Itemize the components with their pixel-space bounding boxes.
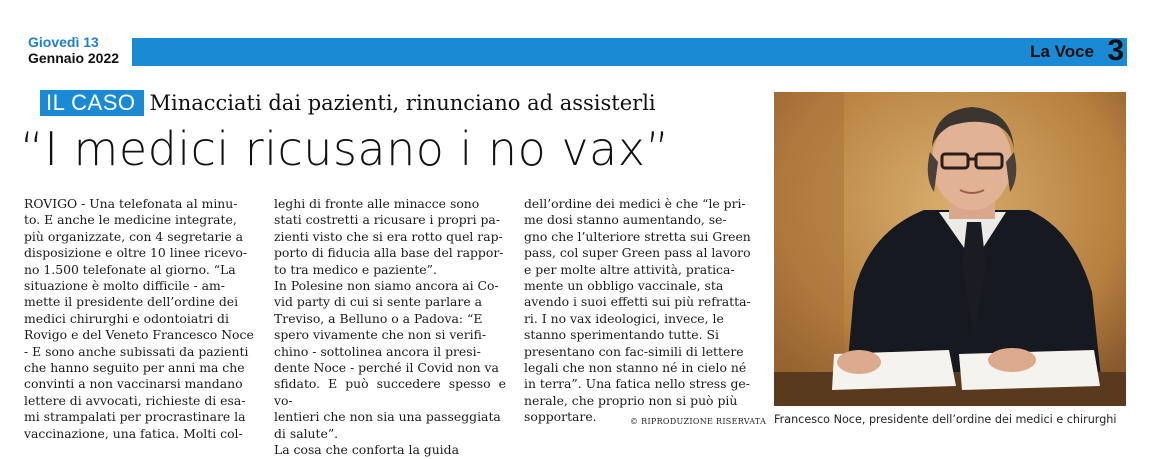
newspaper-name: La Voce (1030, 42, 1094, 61)
kicker (40, 90, 656, 116)
kicker-subtitle: Minacciati dai pazienti, rinunciano ad assisterli (149, 91, 656, 115)
paragraph: Treviso, a Belluno o a Padova: “E (274, 310, 483, 326)
paragraph: ROVIGO - Una telefonata al minu- (24, 196, 238, 211)
paragraph: spero vivamente che non si verifi- (274, 327, 487, 343)
paragraph: dell’ordine dei medici è che “le pri- (524, 196, 746, 211)
paragraph: in terra”. Una fatica nello stress ge- (524, 376, 750, 392)
paragraph: situazione è molto difficile - am- (24, 278, 225, 294)
paragraph: mente un obbligo vaccinale, sta (524, 278, 724, 294)
date-weekday: Giovedì 13 (28, 34, 99, 50)
paragraph: chino - sottolinea ancora il presi- (274, 343, 481, 359)
page-number: 3 (1107, 34, 1124, 67)
article-column-2 (274, 196, 506, 459)
headline: “I medici ricusano i no vax” (20, 122, 670, 176)
portrait-illustration (774, 92, 1126, 406)
paragraph: legali che non stanno né in cielo né (524, 360, 747, 376)
paragraph: zienti visto che si era rotto quel rap- (274, 228, 503, 244)
paragraph: più organizzate, con 4 segretarie a (24, 228, 244, 244)
paragraph: me dosi stanno aumentando, se- (524, 212, 727, 228)
paragraph: vid party di cui si sente parlare a (274, 294, 483, 310)
paragraph: disposizione e oltre 10 linee ricevo- (24, 245, 248, 261)
paragraph: In Polesine non siamo ancora ai Co- (274, 278, 499, 294)
paragraph: to. E anche le medicine integrate, (24, 212, 237, 228)
paragraph: lentieri che non sia una passeggiata (274, 409, 501, 425)
portrait-photo (774, 92, 1126, 406)
header-bar (132, 38, 1127, 66)
paragraph: avendo i suoi effetti sui più refratta- (524, 294, 751, 310)
paragraph: ri. I no vax ideologici, invece, le (524, 310, 724, 326)
paragraph: e per molte altre attività, pratica- (524, 261, 735, 277)
paragraph: leghi di fronte alle minacce sono (274, 196, 480, 211)
paragraph: gno che l’ulteriore stretta sui Green (524, 228, 751, 244)
paragraph: medici chirurghi e odontoiatri di (24, 310, 229, 326)
paragraph: sopportare. (524, 409, 597, 425)
paragraph: pass, col super Green pass al lavoro (524, 245, 751, 261)
paragraph: Rovigo e del Veneto Francesco Noce (24, 327, 254, 343)
paragraph: lettere di avvocati, richieste di esa- (24, 392, 246, 408)
paragraph: mette il presidente dell’ordine dei (24, 294, 239, 310)
paragraph: stati costretti a ricusare i propri pa- (274, 212, 501, 228)
paragraph: porto di fiducia alla base del rappor- (274, 245, 504, 261)
paragraph: nerale, che proprio non si può più (524, 392, 738, 408)
paragraph: sfidato. E può succedere spesso e vo- (274, 376, 506, 408)
paragraph: stanno sperimentando tutte. Si (524, 327, 719, 343)
article-column-3 (524, 196, 756, 426)
paragraph: presentano con fac-simili di lettere (524, 343, 744, 359)
paragraph: - E sono anche subissati da pazienti (24, 343, 249, 359)
paragraph: dente Noce - perché il Covid non va (274, 360, 499, 376)
paragraph: vaccinazione, una fatica. Molti col- (24, 425, 243, 441)
paragraph: to tra medico e paziente”. (274, 261, 437, 277)
paragraph: mi strampalati per procrastinare la (24, 409, 246, 425)
paragraph: che hanno seguito per anni ma che (24, 360, 245, 376)
paragraph: La cosa che conforta la guida (274, 442, 459, 458)
copyright-notice: © RIPRODUZIONE RISERVATA (630, 417, 767, 426)
date-month-year: Gennaio 2022 (28, 50, 120, 66)
photo-caption: Francesco Noce, presidente dell’ordine dei medici e chirurghi (774, 413, 1117, 426)
paragraph: di salute”. (274, 425, 339, 441)
paragraph: convinti a non vaccinarsi mandano (24, 376, 243, 392)
issue-date (28, 34, 119, 66)
paragraph: no 1.500 telefonate al giorno. “La (24, 261, 236, 277)
article-column-1 (24, 196, 256, 442)
kicker-tag: IL CASO (40, 90, 144, 116)
